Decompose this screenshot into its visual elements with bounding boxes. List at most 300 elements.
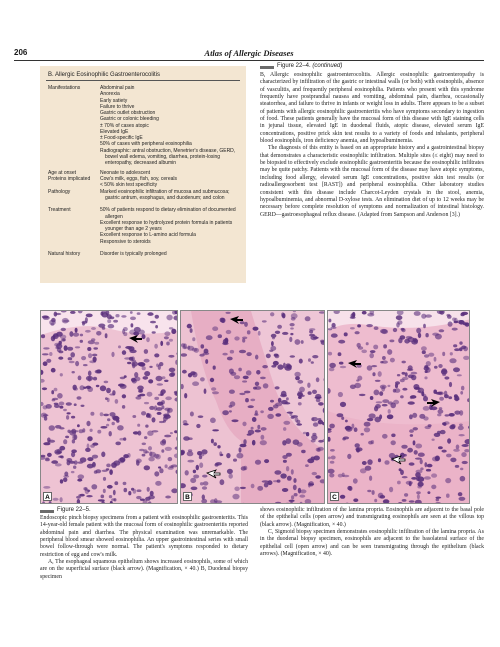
cell-nucleus xyxy=(436,498,439,501)
cell-nucleus xyxy=(85,448,91,452)
panel-letter-b: B xyxy=(183,492,192,501)
cell-nucleus xyxy=(60,479,63,483)
cell-nucleus xyxy=(338,340,345,344)
cell-nucleus xyxy=(73,466,76,469)
cell-nucleus xyxy=(73,385,77,391)
cell-nucleus xyxy=(190,412,194,417)
cell-nucleus xyxy=(366,342,369,345)
cell-nucleus xyxy=(343,436,349,439)
cell-nucleus xyxy=(130,311,133,314)
cell-nucleus xyxy=(282,332,288,335)
cell-nucleus xyxy=(111,352,114,357)
cell-nucleus xyxy=(337,413,344,417)
cell-nucleus xyxy=(135,396,141,399)
cell-nucleus xyxy=(69,361,75,363)
cell-nucleus xyxy=(148,495,155,499)
cell-nucleus xyxy=(286,466,289,471)
cell-nucleus xyxy=(417,494,420,499)
cell-nucleus xyxy=(270,346,276,351)
cell-nucleus xyxy=(459,341,462,344)
cell-nucleus xyxy=(234,375,240,379)
cell-nucleus xyxy=(411,477,417,480)
cell-nucleus xyxy=(131,323,134,327)
figure-22-4-label xyxy=(277,63,342,69)
cell-nucleus xyxy=(257,486,263,491)
cell-nucleus xyxy=(233,459,237,462)
cell-nucleus xyxy=(229,405,233,408)
cell-nucleus xyxy=(293,439,300,445)
cell-nucleus xyxy=(280,473,286,478)
cell-nucleus xyxy=(243,376,249,380)
table-value: Anorexia xyxy=(100,91,120,98)
cell-nucleus xyxy=(212,326,218,331)
cell-nucleus xyxy=(124,488,128,492)
cell-nucleus xyxy=(311,435,317,440)
cell-nucleus xyxy=(133,431,139,434)
cell-nucleus xyxy=(458,492,463,496)
cell-nucleus xyxy=(373,345,378,350)
cell-nucleus xyxy=(72,435,76,441)
cell-nucleus xyxy=(43,486,50,489)
cell-nucleus xyxy=(165,496,171,499)
figure-caption-left xyxy=(40,515,248,581)
table-value: Neonate to adolescent xyxy=(100,169,151,176)
table-row-values xyxy=(100,176,242,189)
cell-nucleus xyxy=(244,322,248,327)
cell-nucleus xyxy=(115,314,119,317)
cell-nucleus xyxy=(84,487,87,491)
cell-nucleus xyxy=(378,458,381,462)
cell-nucleus xyxy=(396,315,403,320)
cell-nucleus xyxy=(331,333,338,337)
cell-nucleus xyxy=(307,383,310,388)
cell-nucleus xyxy=(340,366,346,369)
cell-nucleus xyxy=(299,395,305,398)
cell-nucleus xyxy=(453,344,457,347)
cell-nucleus xyxy=(438,409,444,414)
cell-nucleus xyxy=(262,320,267,322)
table-row-label: Pathology xyxy=(48,188,71,195)
cell-nucleus xyxy=(164,336,169,339)
cell-nucleus xyxy=(404,493,408,497)
cell-nucleus xyxy=(329,368,335,372)
cell-nucleus xyxy=(408,401,415,404)
cell-nucleus xyxy=(227,469,233,474)
cell-nucleus xyxy=(51,390,54,394)
cell-nucleus xyxy=(165,464,168,468)
table-value: Abdominal pain xyxy=(100,85,135,91)
cell-nucleus xyxy=(409,481,412,486)
cell-nucleus xyxy=(146,337,150,342)
cell-nucleus xyxy=(88,340,95,344)
cell-nucleus xyxy=(230,372,236,376)
cell-nucleus xyxy=(65,436,69,439)
cell-nucleus xyxy=(408,374,414,378)
table-value: Gastric or colonic bleeding xyxy=(100,116,159,123)
cell-nucleus xyxy=(350,327,355,329)
cell-nucleus xyxy=(388,401,393,404)
cell-nucleus xyxy=(312,472,317,475)
cell-nucleus xyxy=(297,380,303,384)
cell-nucleus xyxy=(437,413,441,416)
cell-nucleus xyxy=(202,494,205,499)
cell-nucleus xyxy=(226,453,230,458)
cell-nucleus xyxy=(42,353,49,355)
cell-nucleus xyxy=(230,350,234,354)
cell-nucleus xyxy=(142,443,146,446)
cell-nucleus xyxy=(94,342,99,345)
cell-nucleus xyxy=(47,453,52,457)
cell-nucleus xyxy=(183,436,190,441)
cell-nucleus xyxy=(358,346,363,350)
cell-nucleus xyxy=(91,484,97,489)
cell-nucleus xyxy=(387,414,394,419)
cell-nucleus xyxy=(93,377,97,381)
cell-nucleus xyxy=(226,330,232,334)
cell-nucleus xyxy=(222,410,229,415)
cell-nucleus xyxy=(61,328,66,331)
cell-nucleus xyxy=(145,425,148,428)
cell-nucleus xyxy=(427,491,430,494)
cell-nucleus xyxy=(438,446,443,449)
cell-nucleus xyxy=(303,432,307,435)
cell-nucleus xyxy=(205,359,208,364)
page-number: 206 xyxy=(14,48,28,57)
cell-nucleus xyxy=(406,336,412,339)
table-row-values xyxy=(100,85,242,166)
figure-tag-marker xyxy=(40,510,54,513)
cell-nucleus xyxy=(191,487,198,491)
cell-nucleus xyxy=(341,417,344,420)
cell-nucleus xyxy=(382,404,388,407)
cell-nucleus xyxy=(393,389,396,393)
cell-nucleus xyxy=(77,424,80,427)
cell-nucleus xyxy=(54,312,58,317)
cell-nucleus xyxy=(376,401,383,403)
cell-nucleus xyxy=(125,346,132,349)
cell-nucleus xyxy=(63,439,67,444)
cell-nucleus xyxy=(420,467,423,470)
cell-nucleus xyxy=(274,470,281,475)
cell-nucleus xyxy=(308,358,311,362)
cell-nucleus xyxy=(203,481,209,485)
cell-nucleus xyxy=(439,397,444,401)
cell-nucleus xyxy=(124,375,127,378)
cell-nucleus xyxy=(328,457,331,460)
cell-nucleus xyxy=(196,465,199,471)
cell-nucleus xyxy=(77,396,82,399)
cell-nucleus xyxy=(41,334,45,338)
cell-nucleus xyxy=(368,441,373,445)
cell-nucleus xyxy=(413,427,418,430)
table-value: Gastric outlet obstruction xyxy=(100,110,156,116)
cell-nucleus xyxy=(316,377,320,382)
cell-nucleus xyxy=(318,402,324,406)
cell-nucleus xyxy=(190,328,193,333)
micrograph-panel-c xyxy=(327,310,470,504)
cell-nucleus xyxy=(231,419,238,422)
cell-nucleus xyxy=(308,482,311,487)
cell-nucleus xyxy=(433,390,437,394)
cell-nucleus xyxy=(425,333,428,337)
cell-nucleus xyxy=(202,475,207,478)
table-row-values xyxy=(100,251,242,257)
cell-nucleus xyxy=(399,468,402,471)
cell-nucleus xyxy=(410,434,413,437)
cell-nucleus xyxy=(260,440,267,445)
cell-nucleus xyxy=(369,353,374,358)
cell-nucleus xyxy=(283,427,286,431)
cell-nucleus xyxy=(163,414,170,417)
cell-nucleus xyxy=(86,376,93,381)
cell-nucleus xyxy=(130,317,136,321)
cell-nucleus xyxy=(332,323,336,328)
cell-nucleus xyxy=(87,464,94,469)
cell-nucleus xyxy=(295,376,300,380)
cell-nucleus xyxy=(435,497,441,499)
cell-nucleus xyxy=(285,366,292,371)
cell-nucleus xyxy=(289,500,295,502)
cell-nucleus xyxy=(353,498,358,502)
cell-nucleus xyxy=(42,387,47,390)
cell-nucleus xyxy=(457,374,462,376)
cell-nucleus xyxy=(384,460,389,465)
micrograph-c-image xyxy=(328,311,470,504)
cell-nucleus xyxy=(200,482,204,485)
cell-nucleus xyxy=(432,439,435,441)
cell-nucleus xyxy=(371,365,377,367)
cell-nucleus xyxy=(452,318,456,322)
cell-nucleus xyxy=(157,402,163,406)
cell-nucleus xyxy=(424,476,431,480)
cell-nucleus xyxy=(124,357,131,360)
cell-nucleus xyxy=(71,429,76,434)
cell-nucleus xyxy=(340,402,346,407)
cell-nucleus xyxy=(144,465,150,470)
cell-nucleus xyxy=(210,418,216,424)
cell-nucleus xyxy=(154,397,159,400)
cell-nucleus xyxy=(78,429,83,433)
cell-nucleus xyxy=(53,333,58,337)
cell-nucleus xyxy=(141,411,146,415)
cell-nucleus xyxy=(438,364,442,368)
cell-nucleus xyxy=(133,489,137,494)
cell-nucleus xyxy=(293,478,296,483)
cell-nucleus xyxy=(109,469,113,475)
cell-nucleus xyxy=(239,350,246,354)
cell-nucleus xyxy=(200,377,205,381)
cell-nucleus xyxy=(43,361,48,366)
cell-nucleus xyxy=(445,478,451,483)
running-title: Atlas of Allergic Diseases xyxy=(204,48,294,58)
cell-nucleus xyxy=(60,373,63,376)
cell-nucleus xyxy=(245,398,249,402)
cell-nucleus xyxy=(424,376,427,379)
cell-nucleus xyxy=(311,417,314,421)
cell-nucleus xyxy=(362,311,367,315)
cell-nucleus xyxy=(448,321,453,326)
cell-nucleus xyxy=(132,415,136,418)
cell-nucleus xyxy=(53,498,59,501)
cell-nucleus xyxy=(291,313,298,319)
cell-nucleus xyxy=(453,449,460,452)
cell-nucleus xyxy=(434,357,437,362)
cell-nucleus xyxy=(328,319,331,323)
cell-nucleus xyxy=(150,321,156,324)
cell-nucleus xyxy=(446,454,452,458)
cell-nucleus xyxy=(404,339,410,344)
cell-nucleus xyxy=(244,391,251,394)
cell-nucleus xyxy=(193,470,196,474)
cell-nucleus xyxy=(147,392,153,397)
cell-nucleus xyxy=(138,362,145,366)
cell-nucleus xyxy=(189,503,195,504)
cell-nucleus xyxy=(100,385,106,391)
cell-nucleus xyxy=(184,393,187,398)
table-row-label: Proteins implicated xyxy=(48,176,91,182)
cell-nucleus xyxy=(52,399,56,402)
figure-label: Figure 22–4. xyxy=(277,63,311,69)
cell-nucleus xyxy=(108,324,115,328)
cell-nucleus xyxy=(137,312,141,315)
cell-nucleus xyxy=(107,485,113,489)
cell-nucleus xyxy=(417,476,424,482)
table-value: 50% of patients respond to dietary elimination of documented allergen xyxy=(100,207,236,220)
cell-nucleus xyxy=(59,402,65,406)
cell-nucleus xyxy=(75,328,78,333)
cell-nucleus xyxy=(255,460,261,465)
cell-nucleus xyxy=(161,405,164,409)
cell-nucleus xyxy=(435,334,442,340)
cell-nucleus xyxy=(387,385,390,387)
cell-nucleus xyxy=(308,391,312,395)
manifestations-table xyxy=(40,66,246,283)
cell-nucleus xyxy=(169,373,175,377)
cell-nucleus xyxy=(143,376,149,380)
cell-nucleus xyxy=(255,382,259,386)
table-value: Cow's milk, eggs, fish, soy, cereals xyxy=(100,176,177,182)
cell-nucleus xyxy=(456,445,460,450)
cell-nucleus xyxy=(290,323,295,326)
cell-nucleus xyxy=(370,396,374,400)
cell-nucleus xyxy=(164,331,170,336)
cell-nucleus xyxy=(372,490,375,495)
cell-nucleus xyxy=(155,481,161,486)
cell-nucleus xyxy=(64,345,68,351)
cell-nucleus xyxy=(71,471,75,473)
cell-nucleus xyxy=(242,337,247,340)
cell-nucleus xyxy=(177,312,178,315)
cell-nucleus xyxy=(88,353,92,358)
cell-nucleus xyxy=(401,445,407,449)
micrograph-panel-b xyxy=(180,310,325,504)
cell-nucleus xyxy=(298,402,302,405)
cell-nucleus xyxy=(163,416,168,421)
cell-nucleus xyxy=(261,427,267,431)
cell-nucleus xyxy=(72,371,75,373)
table-value: 50% of cases with peripheral eosinophilia xyxy=(100,141,192,148)
cell-nucleus xyxy=(159,421,164,423)
cell-nucleus xyxy=(252,440,256,446)
cell-nucleus xyxy=(348,486,352,491)
cell-nucleus xyxy=(122,503,127,504)
cell-nucleus xyxy=(204,388,207,394)
cell-nucleus xyxy=(366,324,373,327)
cell-nucleus xyxy=(109,495,112,498)
cell-nucleus xyxy=(63,478,67,483)
cell-nucleus xyxy=(224,338,228,343)
cell-nucleus xyxy=(196,424,200,428)
header-rule xyxy=(14,60,484,61)
cell-nucleus xyxy=(70,352,75,357)
cell-nucleus xyxy=(105,397,108,400)
cell-nucleus xyxy=(78,474,85,479)
cell-nucleus xyxy=(66,402,72,405)
cell-nucleus xyxy=(206,335,213,340)
cell-nucleus xyxy=(374,417,381,423)
cell-nucleus xyxy=(389,340,394,343)
cell-nucleus xyxy=(188,449,192,452)
cell-nucleus xyxy=(444,394,449,398)
cell-nucleus xyxy=(174,430,178,433)
cell-nucleus xyxy=(331,456,336,460)
figure-tag-marker xyxy=(260,66,274,69)
cell-nucleus xyxy=(455,465,459,468)
table-value: Early satiety xyxy=(100,97,128,104)
cell-nucleus xyxy=(165,447,172,451)
table-value: Radiographic: antral obstruction, Menetrier's disease, GERD, bowel wall edema, vomiting, diarrhea, protein-losing enteropathy, decreased albumin xyxy=(100,147,236,166)
cell-nucleus xyxy=(426,469,431,472)
cell-nucleus xyxy=(154,471,159,476)
cell-nucleus xyxy=(402,361,406,364)
cell-nucleus xyxy=(390,358,395,363)
cell-nucleus xyxy=(382,356,386,360)
cell-nucleus xyxy=(462,444,469,447)
cell-nucleus xyxy=(391,434,395,438)
cell-nucleus xyxy=(291,469,294,475)
cell-nucleus xyxy=(212,429,219,431)
table-row-label: Natural history xyxy=(48,251,81,257)
cell-nucleus xyxy=(210,378,214,382)
cell-nucleus xyxy=(301,450,306,453)
cell-nucleus xyxy=(252,417,257,422)
cell-nucleus xyxy=(272,337,275,339)
cell-nucleus xyxy=(338,474,343,478)
cell-nucleus xyxy=(69,331,73,337)
cell-nucleus xyxy=(305,464,309,467)
cell-nucleus xyxy=(459,424,463,427)
cell-nucleus xyxy=(273,480,278,482)
cell-nucleus xyxy=(46,359,51,363)
cell-nucleus xyxy=(106,424,109,427)
cell-nucleus xyxy=(58,357,63,360)
cell-nucleus xyxy=(197,451,202,455)
cell-nucleus xyxy=(227,357,233,361)
cell-nucleus xyxy=(98,499,105,501)
cell-nucleus xyxy=(215,462,222,465)
cell-nucleus xyxy=(199,354,204,357)
cell-nucleus xyxy=(393,328,397,332)
cell-nucleus xyxy=(70,311,76,314)
cell-nucleus xyxy=(44,416,47,420)
cell-nucleus xyxy=(290,327,294,329)
cell-nucleus xyxy=(452,328,458,331)
cell-nucleus xyxy=(401,328,405,332)
cell-nucleus xyxy=(43,347,49,349)
cell-nucleus xyxy=(275,413,281,416)
cell-nucleus xyxy=(294,493,298,496)
cell-nucleus xyxy=(362,461,367,465)
